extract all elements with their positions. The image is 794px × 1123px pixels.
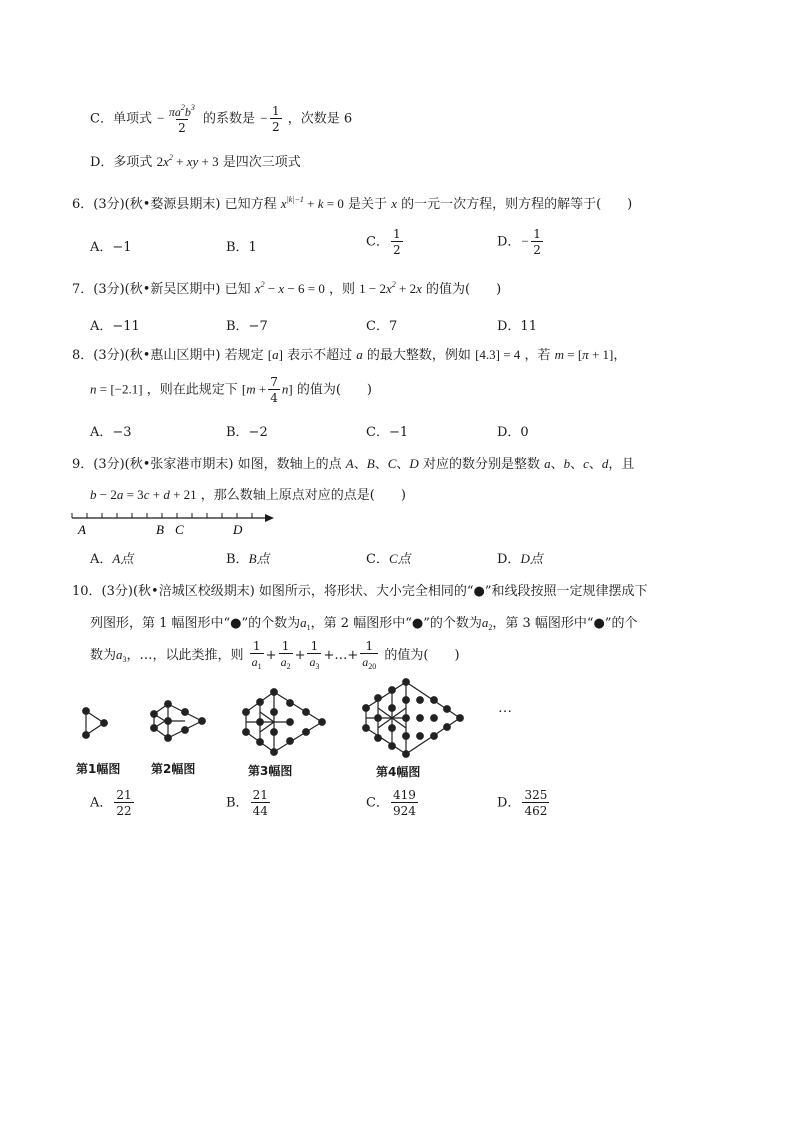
monomial-fraction: $\frac{\pi a^2b^3}{2}$ [168, 103, 195, 135]
coefficient-fraction: $\frac{1}{2}$ [271, 104, 280, 134]
q6-option-b[interactable]: B．1 [226, 240, 257, 255]
q9-option-b[interactable]: B．B点 [226, 551, 270, 567]
question-10-line3: 数为$a_3$，…，以此类推，则 $\frac{1}{a_1}$ + $\frac{1}{a_2}$ + $\frac{1}{a_3}$ +…+ $\frac{1}{a_{20}}$ 的值为( ) [90, 639, 460, 671]
q7-option-b[interactable]: B．−7 [226, 319, 268, 334]
q7-option-d[interactable]: D．11 [497, 319, 537, 334]
q9-option-d[interactable]: D．D点 [497, 551, 543, 567]
axis-label-a: A [78, 522, 86, 537]
figure-2-label: 第2幅图 [151, 762, 196, 776]
question-8-line1: 8．(3分)(秋•惠山区期中) 若规定 [a] 表示不超过 a 的最大整数，例如 [4.3] = 4 ，若 m = [π + 1]， [72, 347, 627, 363]
q7-option-c[interactable]: C．7 [366, 319, 398, 334]
q8-option-d[interactable]: D．0 [497, 425, 529, 440]
number-line-arrow [265, 514, 274, 522]
q9-option-c[interactable]: C．C点 [366, 551, 411, 567]
number-line-ticks [72, 513, 252, 518]
question-8-line2: n = [−2.1] ，则在此规定下 [m + $\frac{7}{4}$ n] 的值为( ) [90, 375, 372, 405]
question-9-line2: b − 2a = 3c + d + 21 ，那么数轴上原点对应的点是( ) [90, 487, 406, 503]
q10-option-a[interactable]: A． $\frac{21}{22}$ [90, 788, 132, 818]
figure-1-pattern [83, 708, 108, 739]
axis-label-c: C [175, 522, 184, 537]
question-10-line1: 10．(3分)(秋•涪城区校级期末) 如图所示，将形状、大小完全相同的“●”和线段按照一定规律摆成下 [72, 584, 648, 599]
q8-option-b[interactable]: B．−2 [226, 425, 268, 440]
question-7: 7．(3分)(秋•新吴区期中) 已知 $x^2 - x - 6 = 0$ ，则 $1 - 2x^2 + 2x$ 的值为( ) [72, 280, 502, 297]
question-6: 6．(3分)(秋•婺源县期末) 已知方程 $x^{|k|-1} + k = 0$ 是关于 x 的一元一次方程，则方程的解等于( ) [72, 195, 633, 212]
q8-option-a[interactable]: A．−3 [90, 425, 132, 440]
figure-1-label: 第1幅图 [76, 762, 121, 776]
q6-option-c[interactable]: C． $\frac{1}{2}$ [366, 227, 401, 257]
figure-3-pattern [243, 689, 326, 756]
number-line-figure [68, 510, 278, 538]
question-9-line1: 9．(3分)(秋•张家港市期末) 如图，数轴上的点 A、B、C、D 对应的数分别是整数 a、b、c、d，且 [72, 456, 635, 472]
q10-option-c[interactable]: C． $\frac{419}{924}$ [366, 788, 416, 818]
q10-option-d[interactable]: D． $\frac{325}{462}$ [497, 788, 548, 818]
q5-option-d: D．多项式 $2x^2$ + xy + 3 是四次三项式 [90, 153, 301, 170]
figure-4-pattern [363, 679, 464, 758]
q8-option-c[interactable]: C．−1 [366, 425, 409, 440]
figure-4-label: 第4幅图 [376, 765, 421, 779]
figure-2-pattern [151, 701, 206, 742]
figure-3-label: 第3幅图 [248, 764, 293, 778]
axis-label-b: B [156, 522, 164, 537]
axis-label-d: D [233, 522, 243, 537]
q7-option-a[interactable]: A．−11 [90, 319, 140, 334]
dot-pattern-figures [70, 676, 540, 758]
ellipsis-more-figures: … [498, 701, 512, 716]
q6-option-a[interactable]: A．−1 [90, 240, 132, 255]
q6-option-d[interactable]: D．− $\frac{1}{2}$ [497, 227, 541, 257]
q9-option-a[interactable]: A．A点 [90, 551, 134, 567]
question-10-line2: 列图形，第 1 幅图形中“●”的个数为$a_1$，第 2 幅图形中“●”的个数为$a_2$，第 3 幅图形中“●”的个 [90, 615, 638, 632]
q5-option-c: C．单项式 − $\frac{\pi a^2b^3}{2}$ 的系数是 − $\frac{1}{2}$ ，次数是 6 [90, 103, 353, 135]
q10-option-b[interactable]: B． $\frac{21}{44}$ [226, 788, 268, 818]
